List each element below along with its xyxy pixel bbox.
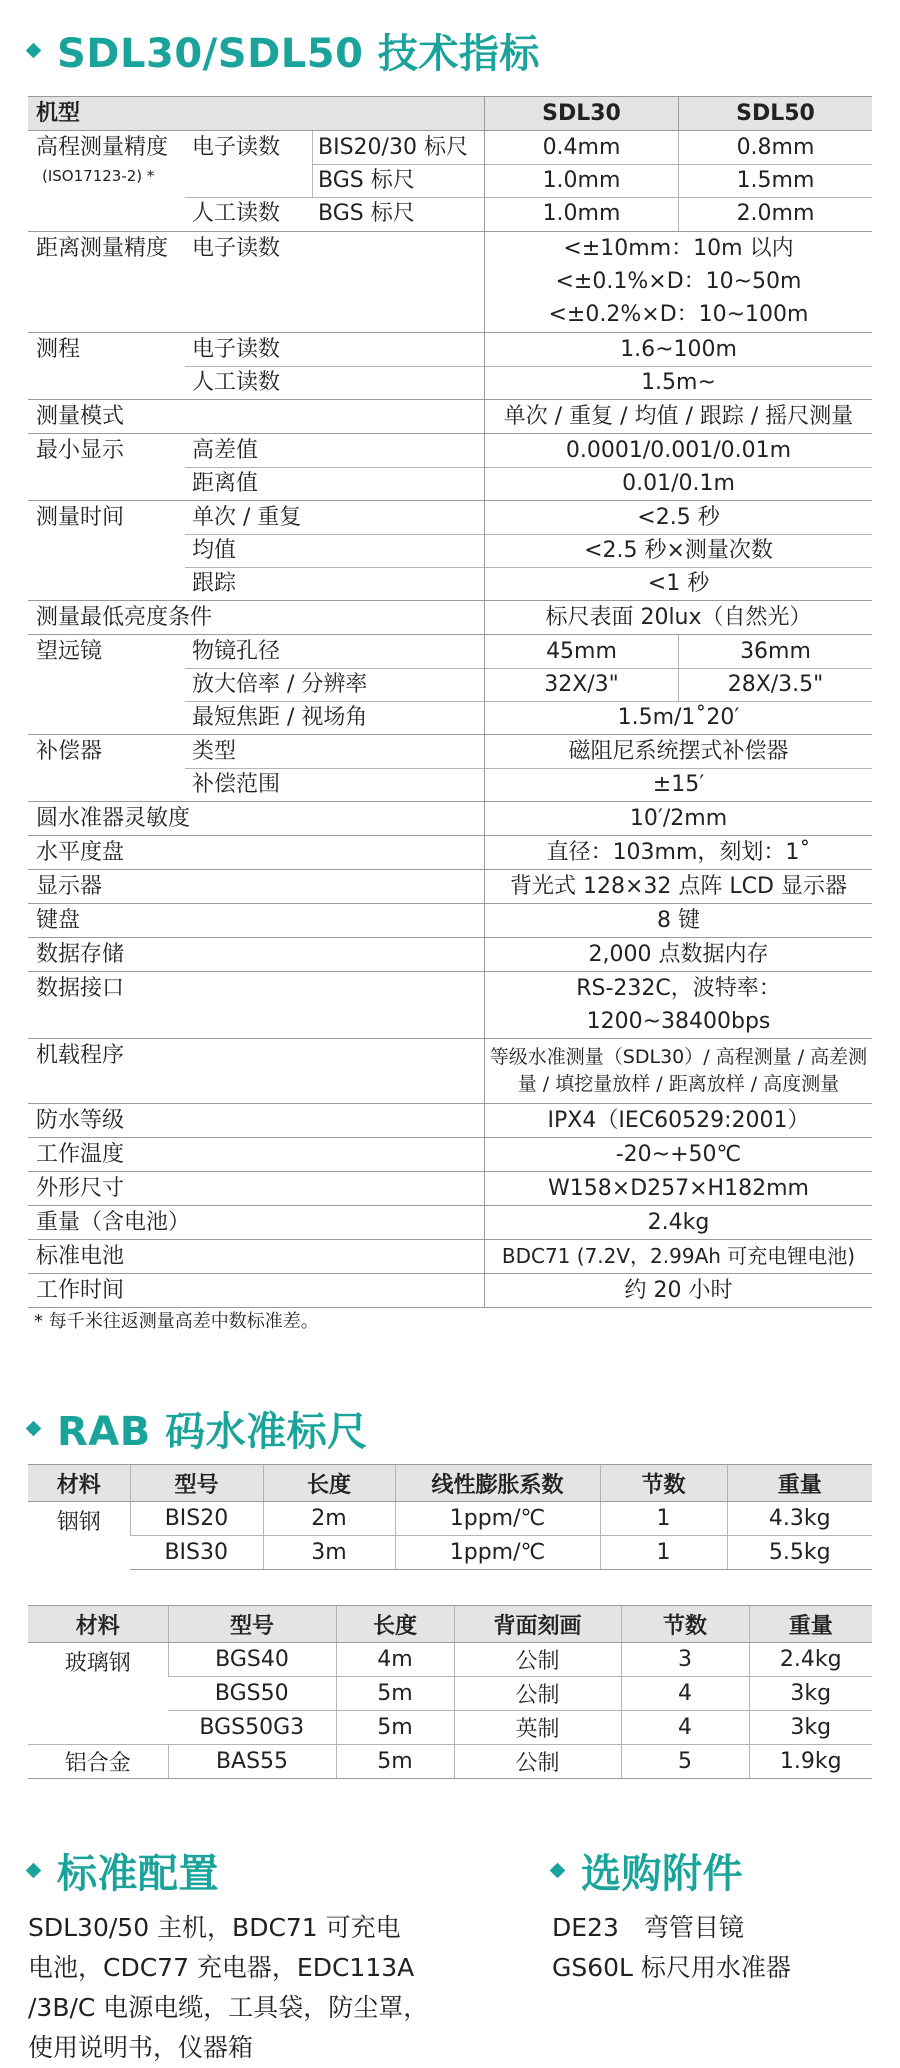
spec-row-storage	[28, 938, 872, 972]
value: 2,000 点数据内存	[588, 942, 769, 967]
diamond-bullet-icon	[26, 1863, 42, 1879]
value: <2.5 秒×测量次数	[584, 538, 773, 563]
diamond-bullet-icon	[26, 1421, 42, 1437]
row-label: 显示器	[36, 874, 103, 899]
row-label: 高程测量精度	[36, 135, 169, 160]
cell: 3	[621, 1643, 749, 1677]
row-label: 补偿器	[36, 739, 103, 764]
cell: 1	[600, 1536, 727, 1570]
value: 0.01/0.1m	[622, 471, 735, 496]
sub-label: BIS20/30 标尺	[318, 135, 468, 160]
value: 1.5m~	[641, 370, 716, 395]
spec-row-worktime	[28, 1274, 872, 1308]
row-label: 数据接口	[36, 976, 125, 1001]
value: 0.0001/0.001/0.01m	[565, 438, 792, 463]
value: <2.5 秒	[637, 505, 720, 530]
optional-accessories-text	[552, 1908, 791, 1988]
text-line: /3B/C 电源电缆，工具袋，防尘罩，	[28, 1993, 429, 2022]
row-label: 测量模式	[36, 404, 125, 429]
col-length: 长度	[336, 1606, 454, 1643]
row-label: 距离测量精度	[36, 236, 169, 261]
sub-label: 高差值	[192, 438, 259, 463]
glass-fiber-rod-table	[28, 1605, 872, 1779]
diamond-bullet-icon	[550, 1863, 566, 1879]
cell: BGS50G3	[168, 1711, 336, 1745]
col-material: 材料	[28, 1606, 168, 1643]
row-label: 测量时间	[36, 505, 125, 530]
col-model: 型号	[168, 1606, 336, 1643]
header-sdl50: SDL50	[736, 101, 815, 126]
spec-row-weight	[28, 1206, 872, 1240]
material-cell: 玻璃钢	[28, 1643, 168, 1745]
value: 1.5m/1˚20′	[617, 705, 740, 730]
spec-row-telescope	[28, 635, 872, 735]
cell: 4.3kg	[727, 1502, 872, 1536]
sub-label: 人工读数	[192, 201, 281, 226]
spec-row-size	[28, 1172, 872, 1206]
value: BDC71 (7.2V，2.99Ah 可充电锂电池)	[501, 1244, 856, 1268]
row-label: 工作时间	[36, 1278, 125, 1303]
text-line: 电池，CDC77 充电器，EDC113A	[28, 1953, 415, 1982]
text-line: GS60L 标尺用水准器	[552, 1953, 791, 1982]
sub-label: 人工读数	[192, 370, 281, 395]
invar-rod-table	[28, 1464, 872, 1570]
cell: 1ppm/℃	[395, 1536, 600, 1570]
row-label: 重量（含电池）	[36, 1210, 191, 1235]
value: RS-232C，波特率：	[576, 976, 781, 1001]
cell: 3kg	[749, 1711, 872, 1745]
table-row	[28, 1502, 872, 1536]
value: 10′/2mm	[629, 806, 728, 831]
sub-label: 电子读数	[192, 236, 281, 261]
spec-row-time	[28, 501, 872, 601]
cell: 3kg	[749, 1677, 872, 1711]
row-label: 工作温度	[36, 1142, 125, 1167]
cell: BAS55	[168, 1745, 336, 1779]
header-model-label: 机型	[36, 101, 81, 126]
col-model: 型号	[130, 1465, 263, 1502]
spec-row-compensator	[28, 735, 872, 802]
sub-label: 电子读数	[192, 337, 281, 362]
cell: 4	[621, 1677, 749, 1711]
sub-label: 补偿范围	[192, 772, 281, 797]
row-label: 圆水准器灵敏度	[36, 806, 191, 831]
col-sections: 节数	[621, 1606, 749, 1643]
optional-title-text: 选购附件	[581, 1851, 743, 1897]
sub-label: 物镜孔径	[192, 639, 281, 664]
value: 等级水准测量（SDL30）/ 高程测量 / 高差测	[489, 1046, 868, 1068]
cell: 5m	[336, 1745, 454, 1779]
value: 1.0mm	[542, 168, 621, 193]
spec-row-programs	[28, 1039, 872, 1104]
spec-title-text: SDL30/SDL50 技术指标	[57, 31, 540, 77]
row-label: 防水等级	[36, 1108, 125, 1133]
rab-title-text: RAB 码水准标尺	[57, 1409, 368, 1455]
spec-row-waterproof	[28, 1104, 872, 1138]
value: 1200~38400bps	[586, 1009, 771, 1034]
spec-row-keyboard	[28, 904, 872, 938]
row-label: 数据存储	[36, 942, 125, 967]
value: 量 / 填挖量放样 / 距离放样 / 高度测量	[517, 1073, 840, 1095]
sub-label: 跟踪	[192, 571, 237, 596]
value: 背光式 128×32 点阵 LCD 显示器	[510, 874, 847, 899]
col-weight: 重量	[727, 1465, 872, 1502]
value: 约 20 小时	[624, 1278, 733, 1303]
row-label: 外形尺寸	[36, 1176, 125, 1201]
value: 36mm	[740, 639, 811, 664]
cell: 5m	[336, 1677, 454, 1711]
standard-title-text: 标准配置	[57, 1851, 219, 1897]
cell: 公制	[454, 1745, 621, 1779]
value: 0.8mm	[736, 135, 815, 160]
sub-label: 放大倍率 / 分辨率	[192, 672, 368, 697]
cell: BGS40	[168, 1643, 336, 1677]
cell: 4m	[336, 1643, 454, 1677]
spec-row-display	[28, 870, 872, 904]
row-label: 水平度盘	[36, 840, 125, 865]
value: 1.6~100m	[620, 337, 737, 362]
value: 标尺表面 20lux（自然光）	[545, 605, 812, 630]
row-label: 键盘	[36, 908, 81, 933]
cell: 1ppm/℃	[395, 1502, 600, 1536]
sub-label: 最短焦距 / 视场角	[192, 705, 368, 730]
value: 2.0mm	[736, 201, 815, 226]
spec-row-interface	[28, 972, 872, 1039]
material-cell: 铟钢	[56, 1510, 101, 1535]
value: ±15′	[652, 772, 705, 797]
sub-label: 距离值	[192, 471, 259, 496]
value: 2.4kg	[647, 1210, 710, 1235]
sub-label: BGS 标尺	[318, 168, 415, 193]
optional-section-title	[552, 1842, 743, 1899]
standard-section-title	[28, 1842, 219, 1899]
sub-label: 类型	[192, 739, 237, 764]
row-label: 测程	[36, 337, 81, 362]
row-label: 标准电池	[36, 1244, 125, 1269]
cell: 公制	[454, 1677, 621, 1711]
text-line: DE23 弯管目镜	[552, 1913, 744, 1942]
value: 1.0mm	[542, 201, 621, 226]
spec-row-brightness	[28, 601, 872, 635]
spec-header-row	[28, 96, 872, 131]
spec-row-hcircle	[28, 836, 872, 870]
header-sdl30: SDL30	[542, 101, 621, 126]
value: 32X/3"	[544, 672, 619, 697]
cell: 1	[600, 1502, 727, 1536]
material-cell: 铝合金	[28, 1745, 168, 1779]
col-expansion: 线性膨胀系数	[395, 1465, 600, 1502]
value: 0.4mm	[542, 135, 621, 160]
spec-row-distance-accuracy	[28, 232, 872, 333]
row-label: 望远镜	[36, 639, 103, 664]
spec-row-circular	[28, 802, 872, 836]
col-length: 长度	[263, 1465, 395, 1502]
text-line: 使用说明书，仪器箱	[28, 2033, 254, 2062]
col-sections: 节数	[600, 1465, 727, 1502]
value: 8 键	[657, 908, 700, 933]
value: 1.5mm	[736, 168, 815, 193]
value: <±0.2%×D：10~100m	[548, 302, 809, 327]
spec-section-title	[28, 22, 540, 79]
value: 直径：103mm，刻划：1˚	[546, 840, 811, 865]
spec-row-temp	[28, 1138, 872, 1172]
iso-note: (ISO17123-2) *	[42, 167, 155, 185]
cell: BIS30	[130, 1536, 263, 1570]
diamond-bullet-icon	[26, 43, 42, 59]
value: 45mm	[546, 639, 617, 664]
row-label: 机载程序	[36, 1043, 125, 1068]
sub-label: 单次 / 重复	[192, 505, 302, 530]
cell: BIS20	[130, 1502, 263, 1536]
cell: 1.9kg	[749, 1745, 872, 1779]
spec-row-mode	[28, 400, 872, 434]
sub-label: 均值	[192, 538, 237, 563]
cell: 3m	[263, 1536, 395, 1570]
value: <1 秒	[647, 571, 710, 596]
spec-table	[28, 96, 872, 1308]
value: 28X/3.5"	[727, 672, 824, 697]
col-back-scale: 背面刻画	[454, 1606, 621, 1643]
text-line: SDL30/50 主机，BDC71 可充电	[28, 1913, 401, 1942]
col-material: 材料	[28, 1465, 130, 1502]
standard-config-text	[28, 1908, 428, 2068]
footnote: * 每千米往返测量高差中数标准差。	[34, 1311, 319, 1332]
cell: 公制	[454, 1643, 621, 1677]
row-label: 最小显示	[36, 438, 125, 463]
value: -20~+50℃	[615, 1142, 742, 1167]
table-row	[28, 1643, 872, 1677]
cell: 5.5kg	[727, 1536, 872, 1570]
sub-label: BGS 标尺	[318, 201, 415, 226]
table-row	[28, 1536, 872, 1570]
rab-section-title	[28, 1400, 368, 1457]
value: <±10mm：10m 以内	[563, 236, 794, 261]
spec-row-battery	[28, 1240, 872, 1274]
value: <±0.1%×D：10~50m	[555, 269, 802, 294]
cell: 英制	[454, 1711, 621, 1745]
sub-label: 电子读数	[192, 135, 281, 160]
value: 单次 / 重复 / 均值 / 跟踪 / 摇尺测量	[503, 404, 854, 429]
cell: 5m	[336, 1711, 454, 1745]
cell: 4	[621, 1711, 749, 1745]
row-label: 测量最低亮度条件	[36, 605, 213, 630]
cell: 2m	[263, 1502, 395, 1536]
spec-row-height-accuracy	[28, 131, 872, 232]
cell: 2.4kg	[749, 1643, 872, 1677]
cell: BGS50	[168, 1677, 336, 1711]
spec-row-range	[28, 333, 872, 400]
value: W158×D257×H182mm	[548, 1176, 809, 1201]
table-row	[28, 1745, 872, 1779]
value: IPX4（IEC60529:2001）	[547, 1108, 810, 1133]
cell: 5	[621, 1745, 749, 1779]
value: 磁阻尼系统摆式补偿器	[568, 739, 789, 764]
spec-row-min-display	[28, 434, 872, 501]
col-weight: 重量	[749, 1606, 872, 1643]
